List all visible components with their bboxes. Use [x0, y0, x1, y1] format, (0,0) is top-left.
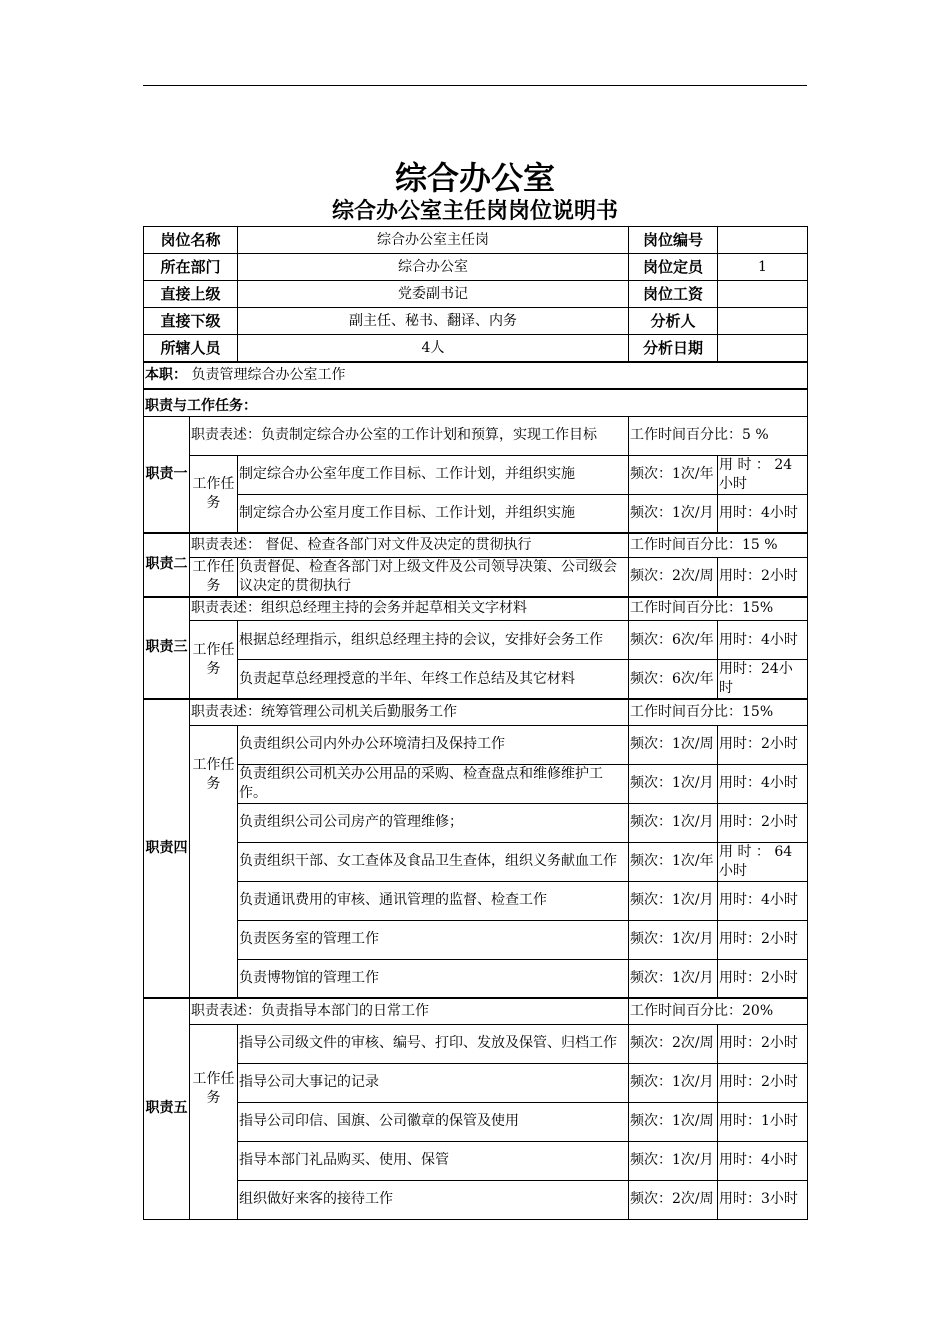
label-position-code: 岗位编号: [629, 227, 718, 254]
value-analysis-date: [718, 335, 808, 363]
header-rule: [143, 85, 807, 86]
main-duty-row: [144, 362, 808, 389]
task-text: 负责组织公司内外办公环境清扫及保持工作: [238, 725, 629, 764]
value-department: 综合办公室: [238, 254, 629, 281]
task-frequency: 频次：1次/月: [629, 803, 718, 842]
label-headcount: 岗位定员: [629, 254, 718, 281]
duty-2-task-label: 工作任务: [190, 557, 238, 597]
duty-5-time-percent: 工作时间百分比：20%: [629, 998, 808, 1024]
duty-1-description: 职责表述：负责制定综合办公室的工作计划和预算，实现工作目标: [190, 416, 629, 455]
task-text: 制定综合办公室月度工作目标、工作计划，并组织实施: [238, 494, 629, 533]
task-time: 用时：24小时: [718, 660, 808, 700]
job-description-table: [143, 226, 808, 1220]
task-frequency: 频次：2次/周: [629, 557, 718, 597]
duty-5-title: 职责五: [144, 998, 190, 1219]
task-frequency: 频次：1次/月: [629, 920, 718, 959]
main-duty-label: 本职：: [145, 367, 187, 383]
task-frequency: 频次：1次/年: [629, 842, 718, 881]
task-time: 用时：4小时: [718, 881, 808, 920]
value-position-name: 综合办公室主任岗: [238, 227, 629, 254]
duty-5-task-label: 工作任务: [190, 1024, 238, 1219]
task-time: 用时：4小时: [718, 764, 808, 803]
duty-1-time-percent: 工作时间百分比：5 %: [629, 416, 808, 455]
task-time: 用时：4小时: [718, 1141, 808, 1180]
task-time: 用时：2小时: [718, 725, 808, 764]
duty-3-time-percent: 工作时间百分比：15%: [629, 597, 808, 621]
task-time: 用 时 ： 24小时: [718, 455, 808, 494]
label-department: 所在部门: [144, 254, 238, 281]
duty-2-description: 职责表述： 督促、检查各部门对文件及决定的贯彻执行: [190, 533, 629, 557]
value-position-code: [718, 227, 808, 254]
duty-3-task-label: 工作任务: [190, 621, 238, 700]
task-time: 用时：2小时: [718, 1063, 808, 1102]
task-text: 指导公司印信、国旗、公司徽章的保管及使用: [238, 1102, 629, 1141]
duty-1-title: 职责一: [144, 416, 190, 533]
task-text: 指导公司级文件的审核、编号、打印、发放及保管、归档工作: [238, 1024, 629, 1063]
task-text: 负责博物馆的管理工作: [238, 959, 629, 998]
task-time: 用时：4小时: [718, 621, 808, 660]
task-text: 指导本部门礼品购买、使用、保管: [238, 1141, 629, 1180]
task-text: 制定综合办公室年度工作目标、工作计划，并组织实施: [238, 455, 629, 494]
duty-5-description: 职责表述：负责指导本部门的日常工作: [190, 998, 629, 1024]
task-text: 负责组织干部、女工查体及食品卫生查体，组织义务献血工作: [238, 842, 629, 881]
duties-heading: 职责与工作任务：: [144, 389, 808, 416]
task-time: 用时：2小时: [718, 920, 808, 959]
duty-2-title: 职责二: [144, 533, 190, 597]
task-frequency: 频次：2次/周: [629, 1180, 718, 1219]
duty-1-task-label: 工作任务: [190, 455, 238, 533]
label-salary: 岗位工资: [629, 281, 718, 308]
duty-2-time-percent: 工作时间百分比：15 %: [629, 533, 808, 557]
task-frequency: 频次：1次/年: [629, 455, 718, 494]
task-frequency: 频次：1次/周: [629, 725, 718, 764]
main-duty-text: 负责管理综合办公室工作: [191, 367, 346, 383]
task-frequency: 频次：1次/月: [629, 959, 718, 998]
label-staff: 所辖人员: [144, 335, 238, 363]
task-frequency: 频次：1次/月: [629, 494, 718, 533]
duty-4-description: 职责表述：统筹管理公司机关后勤服务工作: [190, 699, 629, 725]
task-text: 组织做好来客的接待工作: [238, 1180, 629, 1219]
label-position-name: 岗位名称: [144, 227, 238, 254]
label-analyst: 分析人: [629, 308, 718, 335]
duty-4-title: 职责四: [144, 699, 190, 998]
task-time: 用时：2小时: [718, 803, 808, 842]
task-text: 根据总经理指示，组织总经理主持的会议，安排好会务工作: [238, 621, 629, 660]
task-frequency: 频次：6次/年: [629, 621, 718, 660]
value-direct-superior: 党委副书记: [238, 281, 629, 308]
value-staff: 4人: [238, 335, 629, 363]
task-time: 用时：3小时: [718, 1180, 808, 1219]
task-time: 用时：4小时: [718, 494, 808, 533]
task-frequency: 频次：1次/月: [629, 1141, 718, 1180]
label-direct-subordinate: 直接下级: [144, 308, 238, 335]
duty-4-task-label: 工作任务: [190, 725, 238, 998]
value-direct-subordinate: 副主任、秘书、翻译、内务: [238, 308, 629, 335]
task-time: 用时：2小时: [718, 1024, 808, 1063]
task-text: 负责督促、检查各部门对上级文件及公司领导决策、公司级会议决定的贯彻执行: [238, 557, 629, 597]
value-analyst: [718, 308, 808, 335]
label-analysis-date: 分析日期: [629, 335, 718, 363]
duty-4-time-percent: 工作时间百分比：15%: [629, 699, 808, 725]
task-frequency: 频次：2次/周: [629, 1024, 718, 1063]
value-headcount: 1: [718, 254, 808, 281]
task-text: 负责起草总经理授意的半年、年终工作总结及其它材料: [238, 660, 629, 700]
task-text: 负责组织公司机关办公用品的采购、检查盘点和维修维护工作。: [238, 764, 629, 803]
task-frequency: 频次：1次/月: [629, 764, 718, 803]
label-direct-superior: 直接上级: [144, 281, 238, 308]
task-text: 负责组织公司公司房产的管理维修；: [238, 803, 629, 842]
document-subtitle: 综合办公室主任岗岗位说明书: [331, 199, 618, 224]
task-text: 指导公司大事记的记录: [238, 1063, 629, 1102]
task-time: 用时：1小时: [718, 1102, 808, 1141]
value-salary: [718, 281, 808, 308]
task-time: 用 时 ： 64小时: [718, 842, 808, 881]
task-frequency: 频次：1次/月: [629, 1063, 718, 1102]
task-frequency: 频次：1次/月: [629, 881, 718, 920]
task-frequency: 频次：6次/年: [629, 660, 718, 700]
page-title: 综合办公室: [394, 159, 555, 197]
duty-3-title: 职责三: [144, 597, 190, 700]
duty-3-description: 职责表述：组织总经理主持的会务并起草相关文字材料: [190, 597, 629, 621]
task-time: 用时：2小时: [718, 959, 808, 998]
task-text: 负责通讯费用的审核、通讯管理的监督、检查工作: [238, 881, 629, 920]
task-text: 负责医务室的管理工作: [238, 920, 629, 959]
task-time: 用时：2小时: [718, 557, 808, 597]
task-frequency: 频次：1次/周: [629, 1102, 718, 1141]
